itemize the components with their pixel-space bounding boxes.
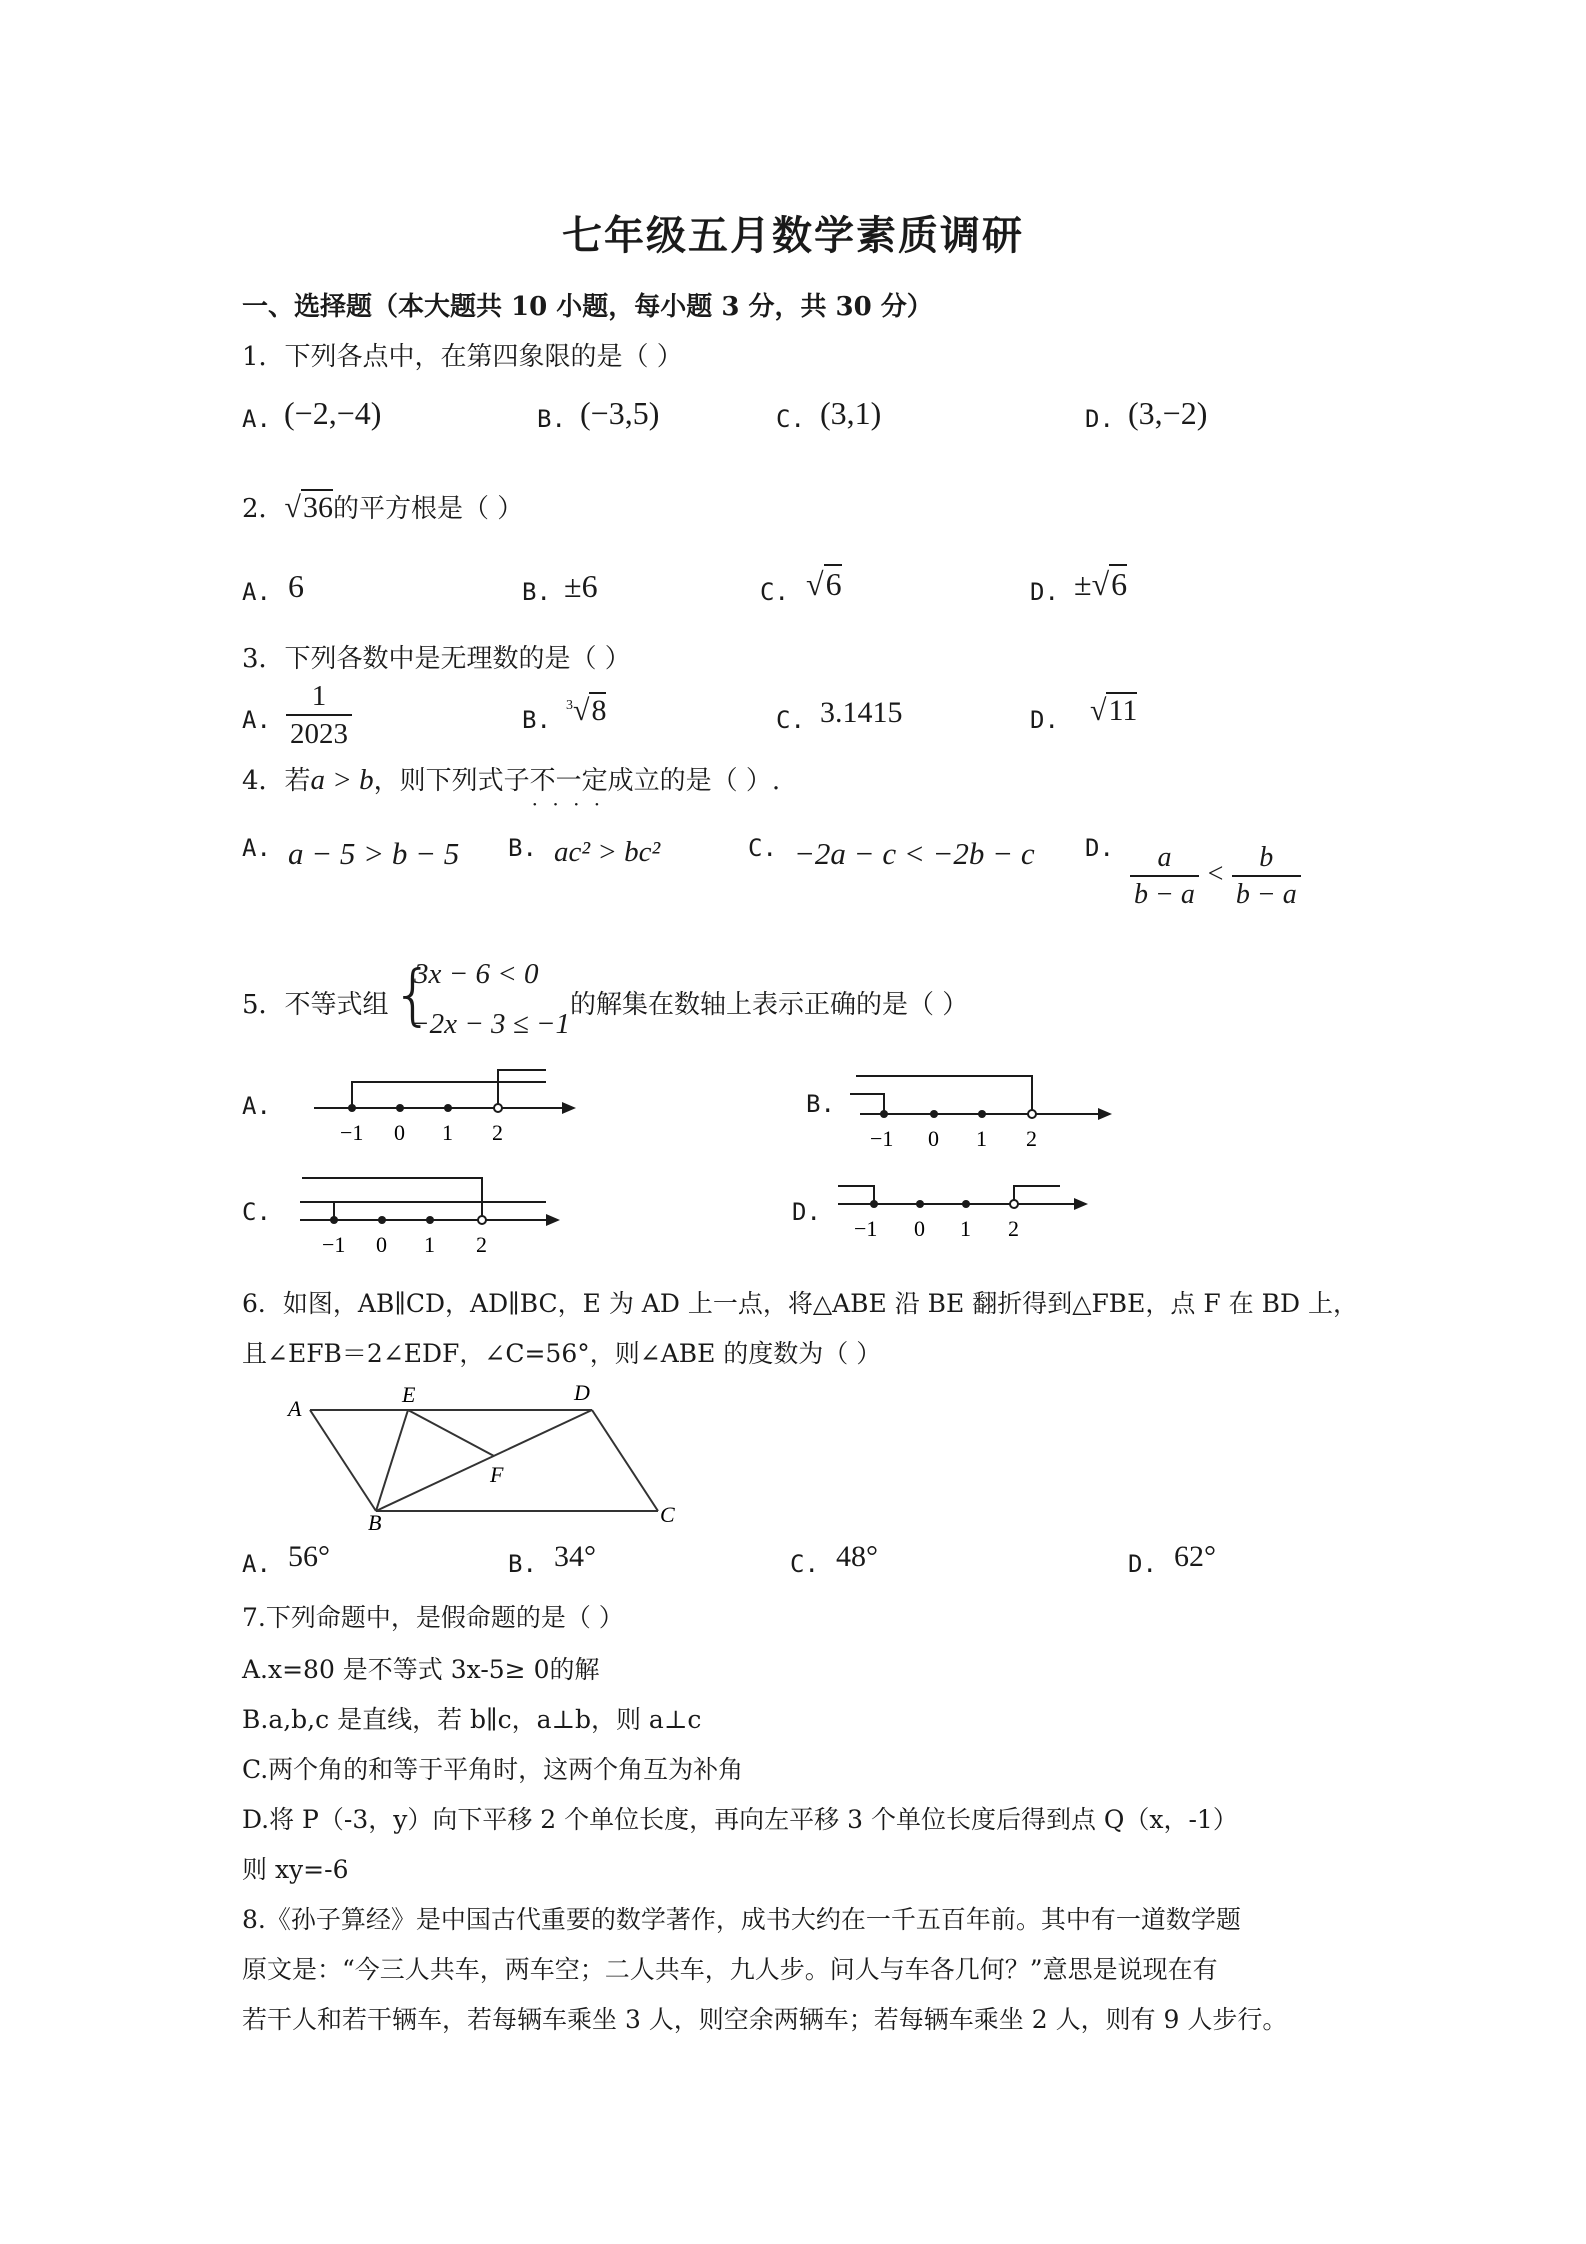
q6-stem-line1: 6．如图，AB∥CD，AD∥BC，E 为 AD 上一点，将△ABE 沿 BE 翻折得到△FBE，点 F 在 BD 上， xyxy=(242,1289,1358,1318)
q6-c-label: C. xyxy=(790,1550,819,1578)
q7-option-a: A.x=80 是不等式 3x-5≥ 0的解 xyxy=(242,1655,600,1684)
q4-number: 4．若 xyxy=(242,766,311,796)
q2-a-label: A. xyxy=(242,578,271,606)
q1-b-label: B. xyxy=(537,405,566,433)
q8-line3: 若干人和若干辆车，若每辆车乘坐 3 人，则空余两辆车；若每辆车乘坐 2 人，则有 9 人步行。 xyxy=(242,2005,1288,2034)
q2-radicand: 36 xyxy=(303,491,334,524)
number-line-a xyxy=(300,1060,580,1146)
q3-d-value xyxy=(1090,694,1137,728)
q4-d-fraction-left xyxy=(1130,840,1199,912)
q2-number: 2． xyxy=(242,494,285,524)
point-label-b: B xyxy=(368,1510,382,1530)
tick-label: −1 xyxy=(340,1120,364,1145)
tick-label: 2 xyxy=(1008,1216,1019,1241)
q4-d-num-right: b xyxy=(1232,840,1301,877)
tick-label: 1 xyxy=(442,1120,453,1145)
q2-b-label: B. xyxy=(522,578,551,606)
q3-a-fraction xyxy=(286,678,352,753)
q3-c-label: C. xyxy=(776,706,805,734)
q3-a-denominator: 2023 xyxy=(290,718,348,751)
q2-c-radicand: 6 xyxy=(825,566,842,602)
q2-d-value xyxy=(1074,566,1127,603)
q5-c-label: C. xyxy=(242,1198,271,1226)
tick-label: −1 xyxy=(854,1216,878,1241)
q5-stem-label: 5．不等式组 xyxy=(242,990,389,1020)
q1-a-label: A. xyxy=(242,405,271,433)
tick-label: 2 xyxy=(476,1232,487,1256)
q3-stem: 3．下列各数中是无理数的是（ ） xyxy=(242,644,631,674)
tick-label: 0 xyxy=(914,1216,925,1241)
q3-a-label: A. xyxy=(242,706,271,734)
q4-d-num-left: a xyxy=(1130,840,1199,877)
q2-d-label: D. xyxy=(1030,578,1059,606)
q6-figure xyxy=(284,1380,694,1530)
tick-label: 0 xyxy=(376,1232,387,1256)
q1-d-label: D. xyxy=(1085,405,1114,433)
q2-c-value xyxy=(806,566,842,603)
q3-d-label: D. xyxy=(1030,706,1059,734)
q3-a-numerator: 1 xyxy=(286,678,352,716)
q4-b-value: ac² > bc² xyxy=(554,836,661,868)
q3-b-value xyxy=(566,694,606,728)
q2-d-radicand: 6 xyxy=(1111,566,1128,602)
q7-option-d-line1: D.将 P（-3，y）向下平移 2 个单位长度，再向左平移 3 个单位长度后得到点 Q（x，-1） xyxy=(242,1805,1238,1834)
number-line-c xyxy=(296,1166,566,1256)
q5-b-label: B. xyxy=(806,1090,835,1118)
q4-d-den-left: b − a xyxy=(1134,879,1195,910)
point-label-c: C xyxy=(660,1502,675,1527)
page-title: 七年级五月数学素质调研 xyxy=(562,212,1024,259)
q6-d-value: 62° xyxy=(1174,1540,1216,1573)
point-label-e: E xyxy=(402,1382,416,1407)
q4-stem-tail: 成立的是（ ）. xyxy=(607,766,781,796)
cube-root-icon: √ xyxy=(573,694,590,727)
q4-stem xyxy=(242,760,780,797)
tick-label: −1 xyxy=(870,1126,894,1150)
q2-c-label: C. xyxy=(760,578,789,606)
tick-label: 1 xyxy=(960,1216,971,1241)
sqrt-icon: √ xyxy=(1090,694,1107,727)
q7-stem: 7.下列命题中，是假命题的是（ ） xyxy=(242,1603,624,1632)
tick-label: 1 xyxy=(976,1126,987,1150)
q4-emphasis: 不一定 · · · · xyxy=(530,766,608,796)
q5-inequality-2: −2x − 3 ≤ −1 xyxy=(410,1008,570,1040)
tick-label: 0 xyxy=(394,1120,405,1145)
q4-condition: a > b xyxy=(310,764,374,796)
q7-option-c: C.两个角的和等于平角时，这两个角互为补角 xyxy=(242,1755,744,1784)
q1-d-value: (3,−2) xyxy=(1128,395,1208,431)
q2-b-value: ±6 xyxy=(564,568,598,604)
q7-option-b: B.a,b,c 是直线，若 b∥c，a⊥b，则 a⊥c xyxy=(242,1705,702,1734)
point-label-f: F xyxy=(490,1462,504,1487)
q6-stem-line2: 且∠EFB＝2∠EDF，∠C=56°，则∠ABE 的度数为（ ） xyxy=(242,1339,882,1368)
q4-d-operator: < xyxy=(1205,858,1225,890)
q4-a-label: A. xyxy=(242,834,271,862)
q6-b-value: 34° xyxy=(554,1540,596,1573)
q4-d-label: D. xyxy=(1085,834,1114,862)
q6-b-label: B. xyxy=(508,1550,537,1578)
tick-label: −1 xyxy=(322,1232,346,1256)
q2-stem xyxy=(242,488,523,525)
brace-icon: { xyxy=(392,956,434,1033)
q3-c-value: 3.1415 xyxy=(820,696,903,729)
q3-b-index: 3 xyxy=(566,698,573,713)
point-label-a: A xyxy=(288,1396,302,1421)
tick-label: 2 xyxy=(1026,1126,1037,1150)
q1-b-value: (−3,5) xyxy=(580,395,660,431)
tick-label: 0 xyxy=(928,1126,939,1150)
q6-a-value: 56° xyxy=(288,1540,330,1573)
q5-stem-tail: 的解集在数轴上表示正确的是（ ） xyxy=(570,990,969,1020)
sqrt-icon: √ xyxy=(1091,566,1110,602)
q3-b-label: B. xyxy=(522,706,551,734)
q8-line1: 8.《孙子算经》是中国古代重要的数学著作，成书大约在一千五百年前。其中有一道数学题 xyxy=(242,1905,1241,1934)
q6-d-label: D. xyxy=(1128,1550,1157,1578)
q2-d-pm: ± xyxy=(1074,566,1092,602)
q6-c-value: 48° xyxy=(836,1540,878,1573)
sqrt-icon: √ xyxy=(806,566,824,602)
q4-c-label: C. xyxy=(748,834,777,862)
tick-label: 2 xyxy=(492,1120,503,1145)
section-heading: 一、选择题（本大题共 10 小题，每小题 3 分，共 30 分） xyxy=(242,292,933,322)
q7-option-d-line2: 则 xy=-6 xyxy=(242,1855,349,1884)
sqrt-icon: √ xyxy=(284,491,302,524)
q5-a-label: A. xyxy=(242,1092,271,1120)
number-line-d xyxy=(834,1176,1094,1256)
q1-a-value: (−2,−4) xyxy=(284,395,382,431)
q1-c-value: (3,1) xyxy=(820,395,882,431)
q2-a-value: 6 xyxy=(288,568,304,604)
q5-inequality-1: 3x − 6 < 0 xyxy=(414,958,539,990)
q1-c-label: C. xyxy=(776,405,805,433)
q8-line2: 原文是：“今三人共车，两车空；二人共车，九人步。问人与车各几何？”意思是说现在有 xyxy=(242,1955,1218,1984)
number-line-b xyxy=(846,1064,1126,1150)
q1-stem: 1．下列各点中，在第四象限的是（ ） xyxy=(242,342,683,372)
q2-stem-tail: 的平方根是（ ） xyxy=(333,494,524,524)
q3-b-radicand: 8 xyxy=(591,694,607,727)
tick-label: 1 xyxy=(424,1232,435,1256)
q6-a-label: A. xyxy=(242,1550,271,1578)
q4-b-label: B. xyxy=(508,834,537,862)
q4-d-value xyxy=(1130,840,1301,912)
q4-d-fraction-right xyxy=(1232,840,1301,912)
q4-a-value: a − 5 > b − 5 xyxy=(288,836,460,871)
point-label-d: D xyxy=(574,1380,590,1405)
q4-d-den-right: b − a xyxy=(1235,879,1297,910)
q4-stem-mid: ，则下列式子 xyxy=(373,766,530,796)
q3-d-radicand: 11 xyxy=(1108,694,1138,727)
q4-c-value: −2a − c < −2b − c xyxy=(794,836,1035,871)
q5-d-label: D. xyxy=(792,1198,821,1226)
